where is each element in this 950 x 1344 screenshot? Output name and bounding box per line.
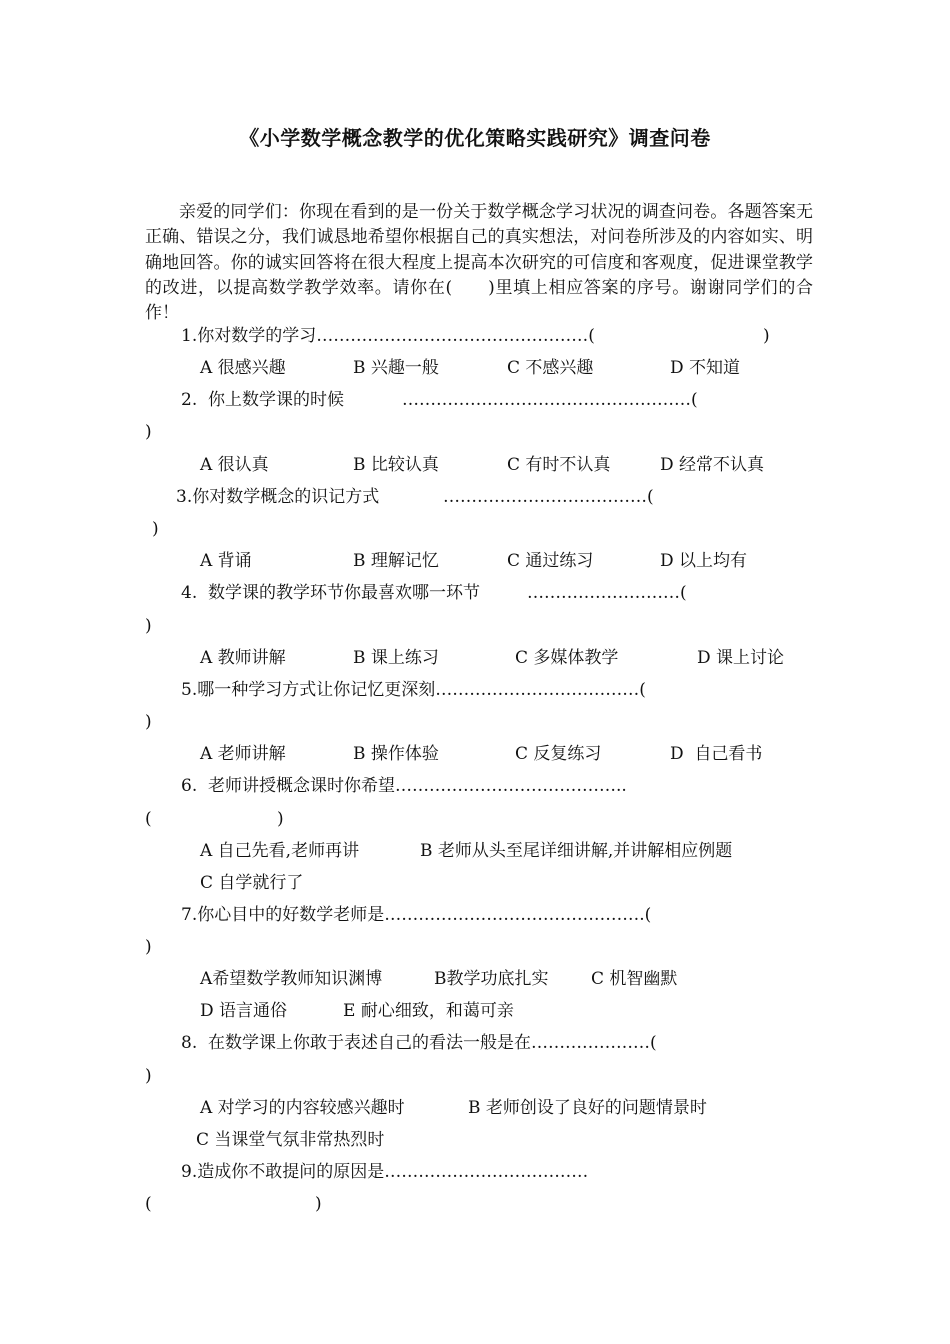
question-6-option-a: A 自己先看,老师再讲: [200, 841, 360, 861]
question-7-option-d: D 语言通俗: [200, 1001, 288, 1021]
question-2-stem: 2. 你上数学课的时候: [181, 390, 345, 410]
question-3-stem: 3.你对数学概念的识记方式: [176, 487, 380, 507]
question-7-option-a: A希望数学教师知识渊博: [200, 969, 383, 989]
question-7-option-b: B教学功底扎实: [434, 969, 549, 989]
question-3-dots: ………………………………(: [443, 487, 654, 507]
question-3-answer-close: ): [152, 519, 159, 539]
question-5-option-c: C 反复练习: [515, 744, 602, 764]
question-9-stem: 9.造成你不敢提问的原因是………………………………: [181, 1162, 589, 1182]
question-1-answer-close: ): [763, 326, 770, 346]
question-4-answer-close: ): [145, 616, 152, 636]
question-2-dots: ……………………………………………(: [402, 390, 698, 410]
question-5-option-d: D 自己看书: [670, 744, 763, 764]
question-2-option-d: D 经常不认真: [660, 455, 765, 475]
question-4-stem: 4. 数学课的教学环节你最喜欢哪一环节: [181, 583, 481, 603]
question-3-option-b: B 理解记忆: [353, 551, 439, 571]
question-4-dots: ………………………(: [527, 583, 687, 603]
question-7-option-c: C 机智幽默: [591, 969, 678, 989]
question-7-answer-close: ): [145, 937, 152, 957]
question-5-option-a: A 老师讲解: [200, 744, 286, 764]
question-7-stem: 7.你心目中的好数学老师是……………………………………….(: [181, 905, 652, 925]
question-2-answer-close: ): [145, 422, 152, 442]
question-7-option-e: E 耐心细致，和蔼可亲: [343, 1001, 514, 1021]
question-9-answer-close: ): [315, 1194, 322, 1214]
question-5-stem: 5.哪一种学习方式让你记忆更深刻………………………………(: [181, 680, 646, 700]
question-5-answer-close: ): [145, 712, 152, 732]
intro-paragraph: 亲爱的同学们：你现在看到的是一份关于数学概念学习状况的调查问卷。各题答案无正确、错误之分，我们诚恳地希望你根据自己的真实想法，对问卷所涉及的内容如实、明确地回答。你的诚实回答将在很大程度上提高本次研究的可信度和客观度，促进课堂教学的改进，以提高数学教学效率。请你在( )里填上相应答案的序号。谢谢同学们的合作！: [145, 202, 813, 324]
question-1-option-b: B 兴趣一般: [353, 358, 439, 378]
question-6-option-b: B 老师从头至尾详细讲解,并讲解相应例题: [420, 841, 733, 861]
question-2-option-b: B 比较认真: [353, 455, 439, 475]
question-6-option-c: C 自学就行了: [200, 873, 304, 893]
question-1-option-c: C 不感兴趣: [507, 358, 594, 378]
question-8-option-a: A 对学习的内容较感兴趣时: [200, 1098, 405, 1118]
question-3-option-a: A 背诵: [200, 551, 252, 571]
question-9-answer-open: (: [145, 1194, 152, 1214]
survey-title: 《小学数学概念教学的优化策略实践研究》调查问卷: [239, 126, 711, 150]
question-8-option-b: B 老师创设了良好的问题情景时: [468, 1098, 707, 1118]
question-1-stem: 1.你对数学的学习…………………………………………(: [181, 326, 595, 346]
question-4-option-c: C 多媒体教学: [515, 648, 619, 668]
question-8-stem: 8. 在数学课上你敢于表述自己的看法一般是在…………………(: [181, 1033, 657, 1053]
question-2-option-c: C 有时不认真: [507, 455, 611, 475]
question-4-option-d: D 课上讨论: [697, 648, 785, 668]
question-4-option-a: A 教师讲解: [200, 648, 286, 668]
question-3-option-c: C 通过练习: [507, 551, 594, 571]
question-4-option-b: B 课上练习: [353, 648, 439, 668]
question-8-option-c: C 当课堂气氛非常热烈时: [196, 1130, 385, 1150]
question-5-option-b: B 操作体验: [353, 744, 439, 764]
question-6-stem: 6. 老师讲授概念课时你希望…………………………………..: [181, 776, 627, 796]
question-6-answer-open: (: [145, 809, 152, 829]
question-1-option-a: A 很感兴趣: [200, 358, 286, 378]
question-1-option-d: D 不知道: [670, 358, 741, 378]
question-2-option-a: A 很认真: [200, 455, 269, 475]
question-3-option-d: D 以上均有: [660, 551, 748, 571]
question-6-answer-close: ): [277, 809, 284, 829]
question-8-answer-close: ): [145, 1066, 152, 1086]
